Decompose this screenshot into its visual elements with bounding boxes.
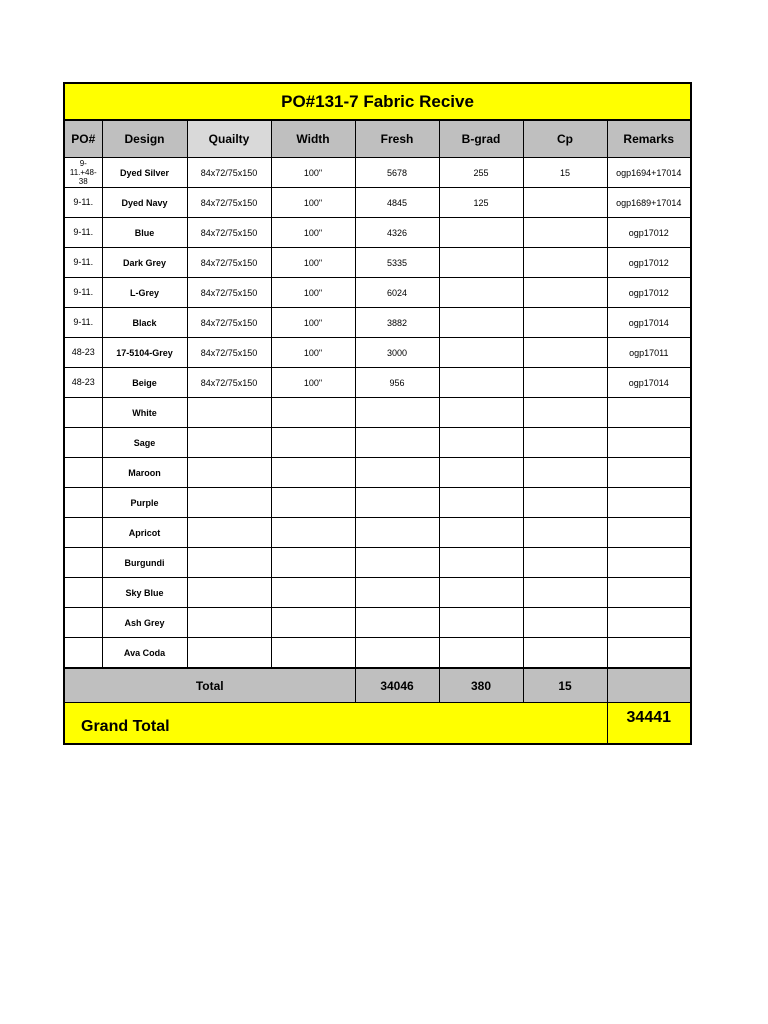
table-row bbox=[64, 338, 691, 368]
cell-remarks bbox=[607, 638, 691, 669]
table-row bbox=[64, 158, 691, 188]
sheet-title: PO#131-7 Fabric Recive bbox=[64, 83, 691, 120]
cell-cp bbox=[523, 638, 607, 669]
cell-bgrad bbox=[439, 308, 523, 338]
cell-remarks: ogp1694+17014 bbox=[607, 158, 691, 188]
cell-fresh: 3000 bbox=[355, 338, 439, 368]
cell-quality bbox=[187, 638, 271, 669]
cell-quality bbox=[187, 428, 271, 458]
cell-design: Maroon bbox=[102, 458, 187, 488]
cell-fresh bbox=[355, 518, 439, 548]
cell-quality bbox=[187, 608, 271, 638]
table-row bbox=[64, 398, 691, 428]
cell-remarks: ogp1689+17014 bbox=[607, 188, 691, 218]
cell-remarks bbox=[607, 488, 691, 518]
total-bgrad: 380 bbox=[439, 668, 523, 703]
cell-po: 48-23 bbox=[64, 368, 102, 398]
cell-remarks bbox=[607, 518, 691, 548]
cell-width: 100" bbox=[271, 308, 355, 338]
cell-fresh: 956 bbox=[355, 368, 439, 398]
cell-po: 48-23 bbox=[64, 338, 102, 368]
cell-design: Apricot bbox=[102, 518, 187, 548]
cell-bgrad bbox=[439, 518, 523, 548]
cell-design: Ava Coda bbox=[102, 638, 187, 669]
cell-bgrad bbox=[439, 608, 523, 638]
cell-width: 100" bbox=[271, 158, 355, 188]
fabric-table bbox=[63, 82, 692, 745]
cell-remarks: ogp17014 bbox=[607, 308, 691, 338]
cell-bgrad bbox=[439, 638, 523, 669]
table-row bbox=[64, 428, 691, 458]
cell-quality: 84x72/75x150 bbox=[187, 338, 271, 368]
table-row bbox=[64, 368, 691, 398]
cell-cp bbox=[523, 338, 607, 368]
cell-bgrad bbox=[439, 488, 523, 518]
cell-width: 100" bbox=[271, 188, 355, 218]
cell-fresh bbox=[355, 578, 439, 608]
cell-remarks bbox=[607, 548, 691, 578]
table-row bbox=[64, 578, 691, 608]
cell-po: 9-11. bbox=[64, 218, 102, 248]
cell-remarks: ogp17014 bbox=[607, 368, 691, 398]
cell-cp bbox=[523, 578, 607, 608]
cell-fresh: 4326 bbox=[355, 218, 439, 248]
table-body bbox=[64, 158, 691, 669]
table-row bbox=[64, 308, 691, 338]
cell-bgrad bbox=[439, 338, 523, 368]
total-remarks bbox=[607, 668, 691, 703]
cell-bgrad bbox=[439, 428, 523, 458]
cell-cp bbox=[523, 608, 607, 638]
cell-fresh: 6024 bbox=[355, 278, 439, 308]
cell-fresh bbox=[355, 548, 439, 578]
cell-po bbox=[64, 548, 102, 578]
cell-quality: 84x72/75x150 bbox=[187, 158, 271, 188]
header-bgrad: B-grad bbox=[439, 120, 523, 158]
cell-width bbox=[271, 428, 355, 458]
cell-remarks bbox=[607, 608, 691, 638]
cell-quality: 84x72/75x150 bbox=[187, 278, 271, 308]
table-row bbox=[64, 458, 691, 488]
cell-bgrad bbox=[439, 218, 523, 248]
cell-cp bbox=[523, 278, 607, 308]
cell-po bbox=[64, 488, 102, 518]
cell-cp bbox=[523, 308, 607, 338]
cell-bgrad: 125 bbox=[439, 188, 523, 218]
cell-quality bbox=[187, 548, 271, 578]
grand-total-value: 34441 bbox=[607, 703, 691, 745]
grand-total-row bbox=[64, 703, 691, 745]
cell-po bbox=[64, 518, 102, 548]
cell-fresh: 5678 bbox=[355, 158, 439, 188]
cell-cp bbox=[523, 218, 607, 248]
cell-fresh bbox=[355, 608, 439, 638]
cell-po bbox=[64, 428, 102, 458]
cell-bgrad: 255 bbox=[439, 158, 523, 188]
cell-cp bbox=[523, 248, 607, 278]
cell-width bbox=[271, 458, 355, 488]
cell-quality bbox=[187, 488, 271, 518]
cell-cp bbox=[523, 488, 607, 518]
header-design: Design bbox=[102, 120, 187, 158]
header-fresh: Fresh bbox=[355, 120, 439, 158]
cell-remarks bbox=[607, 428, 691, 458]
cell-po bbox=[64, 578, 102, 608]
cell-width: 100" bbox=[271, 218, 355, 248]
cell-po: 9-11. bbox=[64, 308, 102, 338]
cell-remarks bbox=[607, 398, 691, 428]
cell-design: L-Grey bbox=[102, 278, 187, 308]
cell-cp: 15 bbox=[523, 158, 607, 188]
cell-design: Ash Grey bbox=[102, 608, 187, 638]
cell-po bbox=[64, 458, 102, 488]
header-po: PO# bbox=[64, 120, 102, 158]
cell-remarks: ogp17012 bbox=[607, 248, 691, 278]
cell-quality: 84x72/75x150 bbox=[187, 188, 271, 218]
table-row bbox=[64, 548, 691, 578]
cell-bgrad bbox=[439, 368, 523, 398]
cell-fresh bbox=[355, 398, 439, 428]
cell-remarks: ogp17012 bbox=[607, 278, 691, 308]
cell-quality: 84x72/75x150 bbox=[187, 218, 271, 248]
cell-remarks bbox=[607, 578, 691, 608]
cell-design: Dark Grey bbox=[102, 248, 187, 278]
table-row bbox=[64, 518, 691, 548]
cell-quality bbox=[187, 398, 271, 428]
cell-remarks bbox=[607, 458, 691, 488]
cell-width bbox=[271, 398, 355, 428]
cell-design: Purple bbox=[102, 488, 187, 518]
cell-width: 100" bbox=[271, 338, 355, 368]
cell-bgrad bbox=[439, 278, 523, 308]
cell-cp bbox=[523, 428, 607, 458]
cell-width: 100" bbox=[271, 368, 355, 398]
cell-fresh bbox=[355, 458, 439, 488]
cell-fresh: 4845 bbox=[355, 188, 439, 218]
cell-design: Sky Blue bbox=[102, 578, 187, 608]
cell-po: 9- 11.+48- 38 bbox=[64, 158, 102, 188]
cell-remarks: ogp17011 bbox=[607, 338, 691, 368]
cell-cp bbox=[523, 518, 607, 548]
cell-width: 100" bbox=[271, 248, 355, 278]
header-remarks: Remarks bbox=[607, 120, 691, 158]
cell-quality bbox=[187, 458, 271, 488]
cell-bgrad bbox=[439, 578, 523, 608]
table-row bbox=[64, 218, 691, 248]
cell-cp bbox=[523, 368, 607, 398]
total-row bbox=[64, 668, 691, 703]
cell-bgrad bbox=[439, 458, 523, 488]
grand-total-label: Grand Total bbox=[64, 703, 607, 745]
cell-width bbox=[271, 608, 355, 638]
cell-fresh bbox=[355, 638, 439, 669]
cell-design: White bbox=[102, 398, 187, 428]
total-fresh: 34046 bbox=[355, 668, 439, 703]
cell-po bbox=[64, 638, 102, 669]
cell-cp bbox=[523, 458, 607, 488]
cell-design: Dyed Silver bbox=[102, 158, 187, 188]
cell-po bbox=[64, 398, 102, 428]
cell-po: 9-11. bbox=[64, 248, 102, 278]
table-row bbox=[64, 608, 691, 638]
cell-width: 100" bbox=[271, 278, 355, 308]
cell-bgrad bbox=[439, 248, 523, 278]
cell-fresh: 3882 bbox=[355, 308, 439, 338]
table-row bbox=[64, 248, 691, 278]
cell-design: Black bbox=[102, 308, 187, 338]
cell-quality: 84x72/75x150 bbox=[187, 308, 271, 338]
header-cp: Cp bbox=[523, 120, 607, 158]
cell-fresh bbox=[355, 428, 439, 458]
cell-remarks: ogp17012 bbox=[607, 218, 691, 248]
cell-cp bbox=[523, 188, 607, 218]
cell-cp bbox=[523, 548, 607, 578]
fabric-receive-sheet bbox=[63, 82, 690, 745]
cell-bgrad bbox=[439, 548, 523, 578]
cell-design: Dyed Navy bbox=[102, 188, 187, 218]
header-width: Width bbox=[271, 120, 355, 158]
cell-width bbox=[271, 488, 355, 518]
cell-width bbox=[271, 578, 355, 608]
total-label: Total bbox=[64, 668, 355, 703]
cell-bgrad bbox=[439, 398, 523, 428]
cell-cp bbox=[523, 398, 607, 428]
cell-po bbox=[64, 608, 102, 638]
cell-quality: 84x72/75x150 bbox=[187, 248, 271, 278]
cell-quality: 84x72/75x150 bbox=[187, 368, 271, 398]
header-quality: Quailty bbox=[187, 120, 271, 158]
cell-quality bbox=[187, 578, 271, 608]
cell-po: 9-11. bbox=[64, 188, 102, 218]
table-row bbox=[64, 638, 691, 669]
cell-po: 9-11. bbox=[64, 278, 102, 308]
cell-fresh bbox=[355, 488, 439, 518]
cell-design: Blue bbox=[102, 218, 187, 248]
table-row bbox=[64, 188, 691, 218]
cell-width bbox=[271, 548, 355, 578]
cell-quality bbox=[187, 518, 271, 548]
table-row bbox=[64, 488, 691, 518]
cell-width bbox=[271, 638, 355, 669]
table-row bbox=[64, 278, 691, 308]
cell-design: Sage bbox=[102, 428, 187, 458]
cell-design: Burgundi bbox=[102, 548, 187, 578]
cell-design: 17-5104-Grey bbox=[102, 338, 187, 368]
total-cp: 15 bbox=[523, 668, 607, 703]
cell-width bbox=[271, 518, 355, 548]
cell-design: Beige bbox=[102, 368, 187, 398]
cell-fresh: 5335 bbox=[355, 248, 439, 278]
